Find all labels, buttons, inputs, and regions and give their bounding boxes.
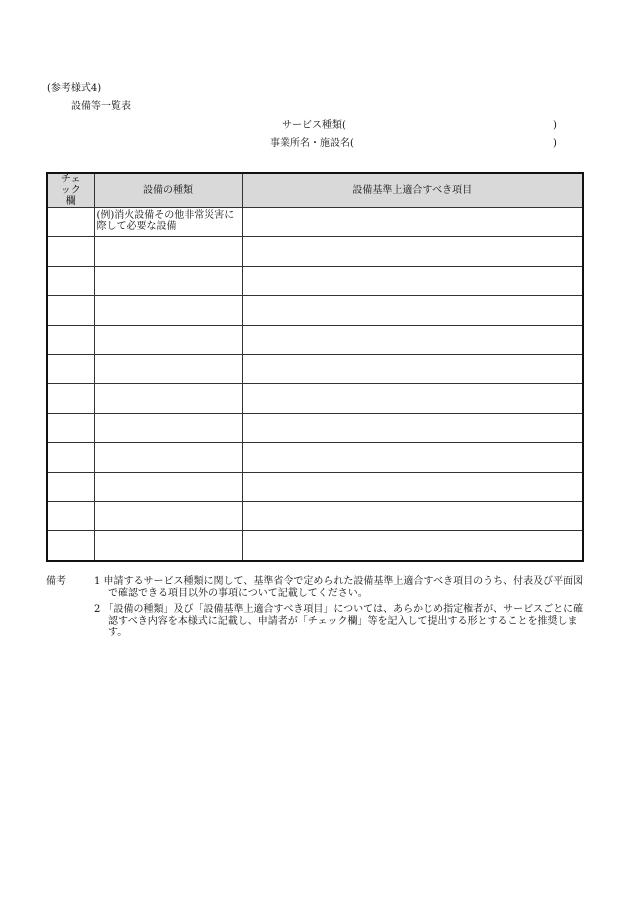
column-header-standard-items: 設備基準上適合すべき項目 — [242, 173, 583, 208]
service-type-label: サービス種類( — [282, 120, 346, 131]
standard-item-cell — [242, 237, 583, 266]
check-cell[interactable] — [47, 296, 94, 325]
check-cell[interactable] — [47, 354, 94, 383]
standard-item-cell — [242, 472, 583, 501]
table-row — [47, 237, 583, 266]
note-item: 2 「設備の種類」及び「設備基準上適合すべき項目」については、あらかじめ指定権者が、サービスごとに確認すべき内容を本様式に記載し、申請者が「チェック欄」等を記入して提出する形とすることを推奨します。 — [94, 604, 584, 638]
column-header-equipment-type: 設備の種類 — [94, 173, 242, 208]
reference-form-label: (参考様式4) — [47, 83, 102, 94]
table-row — [47, 472, 583, 501]
standard-item-cell — [242, 354, 583, 383]
table-header-row — [47, 173, 583, 208]
table-row — [47, 413, 583, 442]
check-cell[interactable] — [47, 266, 94, 295]
table-row — [47, 501, 583, 530]
standard-item-cell — [242, 413, 583, 442]
equipment-type-cell — [94, 266, 242, 295]
equipment-type-cell — [94, 443, 242, 472]
check-cell[interactable] — [47, 208, 94, 237]
table-row — [47, 266, 583, 295]
standard-item-cell — [242, 266, 583, 295]
equipment-type-cell — [94, 472, 242, 501]
equipment-type-cell — [94, 501, 242, 530]
check-cell[interactable] — [47, 501, 94, 530]
standard-item-cell — [242, 296, 583, 325]
standard-item-cell — [242, 443, 583, 472]
standard-item-cell — [242, 325, 583, 354]
table-row — [47, 443, 583, 472]
check-cell[interactable] — [47, 237, 94, 266]
table-row — [47, 531, 583, 561]
service-type-close-paren: ) — [553, 120, 557, 131]
equipment-type-cell — [94, 354, 242, 383]
equipment-type-cell — [94, 531, 242, 561]
check-cell[interactable] — [47, 325, 94, 354]
check-cell[interactable] — [47, 443, 94, 472]
facility-name-label: 事業所名・施設名( — [270, 138, 354, 149]
equipment-type-cell — [94, 237, 242, 266]
check-cell[interactable] — [47, 472, 94, 501]
table-row — [47, 384, 583, 413]
standard-item-cell — [242, 501, 583, 530]
equipment-type-cell — [94, 325, 242, 354]
equipment-table — [46, 172, 584, 562]
table-row — [47, 208, 583, 237]
table-row — [47, 354, 583, 383]
notes-heading: 備考 — [46, 576, 66, 587]
standard-item-cell — [242, 208, 583, 237]
check-cell[interactable] — [47, 384, 94, 413]
standard-item-cell — [242, 531, 583, 561]
equipment-type-cell — [94, 384, 242, 413]
equipment-type-cell: (例)消火設備その他非常災害に際して必要な設備 — [94, 208, 242, 237]
facility-name-close-paren: ) — [553, 138, 557, 149]
note-item: 1 申請するサービス種類に関して、基準省令で定められた設備基準上適合すべき項目のうち、付表及び平面図で確認できる項目以外の事項について記載してください。 — [94, 576, 584, 599]
standard-item-cell — [242, 384, 583, 413]
column-header-check: チェック欄 — [47, 173, 94, 208]
equipment-type-cell — [94, 296, 242, 325]
check-cell[interactable] — [47, 413, 94, 442]
check-cell[interactable] — [47, 531, 94, 561]
equipment-type-cell — [94, 413, 242, 442]
document-title: 設備等一覧表 — [71, 101, 131, 112]
table-row — [47, 296, 583, 325]
table-row — [47, 325, 583, 354]
